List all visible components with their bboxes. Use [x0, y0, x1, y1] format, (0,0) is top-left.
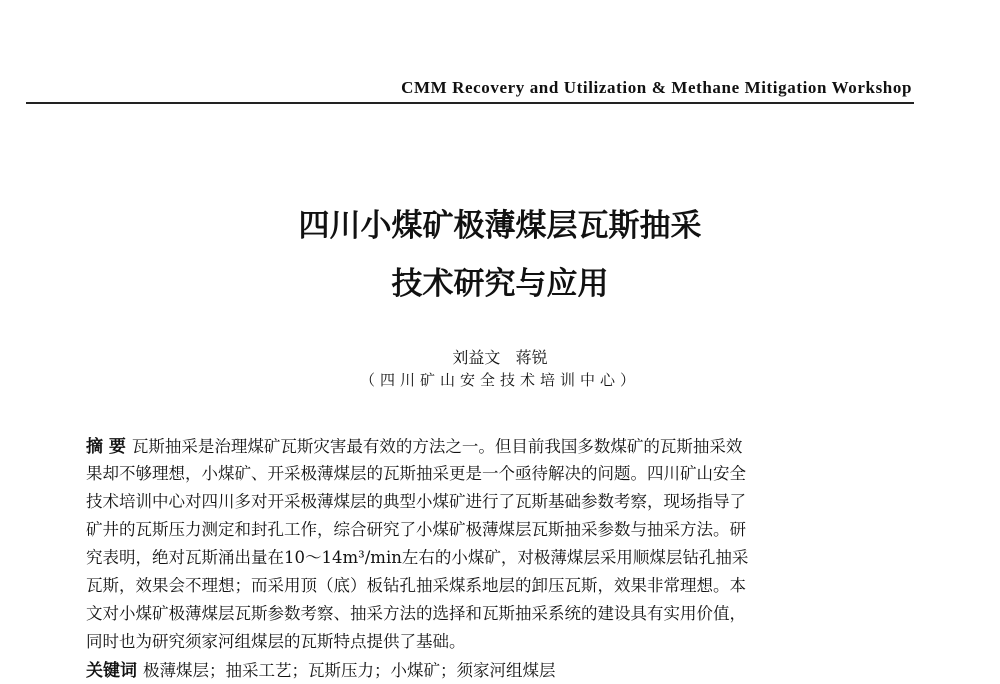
keywords-line: [86, 656, 556, 681]
paper-title-line-1: 四川小煤矿极薄煤层瓦斯抽采: [298, 208, 702, 244]
running-header: CMM Recovery and Utilization & Methane Mitigation Workshop: [401, 78, 912, 97]
header-rule: [26, 102, 914, 104]
keywords-label: 关键词: [86, 661, 137, 681]
paper-title-line-2: 技术研究与应用: [391, 266, 609, 302]
abstract-line: 究表明，绝对瓦斯涌出量在10～14m³/min左右的小煤矿，对极薄煤层采用顺煤层钻孔抽采: [86, 548, 749, 567]
authors: 刘益文 蒋锐: [452, 348, 548, 367]
abstract-line: 瓦斯，效果会不理想；而采用顶（底）板钻孔抽采煤系地层的卸压瓦斯，效果非常理想。本: [86, 576, 746, 595]
abstract-line: 矿井的瓦斯压力测定和封孔工作，综合研究了小煤矿极薄煤层瓦斯抽采参数与抽采方法。研: [86, 520, 746, 539]
affiliation: （四川矿山安全技术培训中心）: [359, 371, 640, 389]
abstract-line: 文对小煤矿极薄煤层瓦斯参数考察、抽采方法的选择和瓦斯抽采系统的建设具有实用价值，: [86, 604, 746, 623]
abstract-line: 技术培训中心对四川多对开采极薄煤层的典型小煤矿进行了瓦斯基础参数考察，现场指导了: [86, 492, 746, 511]
abstract-text: 瓦斯抽采是治理煤矿瓦斯灾害最有效的方法之一。但目前我国多数煤矿的瓦斯抽采效: [131, 437, 743, 456]
abstract-line: 果却不够理想，小煤矿、开采极薄煤层的瓦斯抽采更是一个亟待解决的问题。四川矿山安全: [86, 464, 746, 483]
abstract-label: 摘 要: [86, 437, 126, 457]
abstract-line: 同时也为研究须家河组煤层的瓦斯特点提供了基础。: [86, 632, 466, 651]
abstract-line: [86, 432, 742, 457]
keywords-text: 极薄煤层；抽采工艺；瓦斯压力；小煤矿；须家河组煤层: [143, 661, 556, 680]
